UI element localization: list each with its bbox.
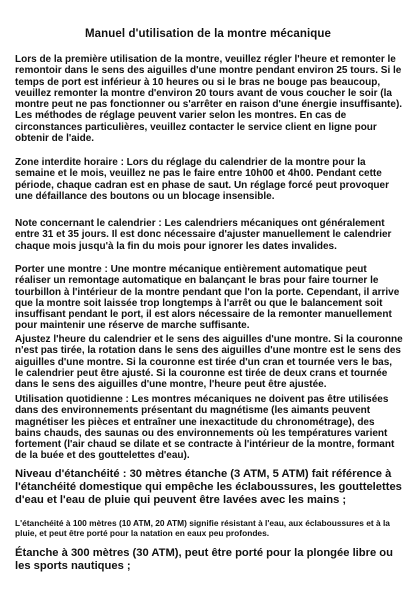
intro-paragraph: Lors de la première utilisation de la montre, veuillez régler l'heure et remonter le remontoir dans le sens des aiguilles d'une montre pendant environ 25 tours. Si le temps de port est inférieur à 10 heures ou si le bras ne bouge pas beaucoup, veuillez remonter la montre d'environ 20 tours avant de vous coucher le soir (la montre peut ne pas fonctionner ou s'arrêter en raison d'une énergie insuffisante). Les méthodes de réglage peuvent varier selon les montres. En cas de circonstances particulières, veuillez contacter le service client en ligne pour obtenir de l'aide.: [15, 54, 403, 145]
calendar-note-paragraph: Note concernant le calendrier : Les calendriers mécaniques ont généralement entre 31 et 35 jours. Il est donc nécessaire d'ajuster manuellement le calendrier chaque mois jusqu'à la fin du mois pour ignorer les dates invalides.: [15, 218, 392, 252]
time-restriction-paragraph: Zone interdite horaire : Lors du réglage du calendrier de la montre pour la semaine et le mois, veuillez ne pas le faire entre 10h00 et 4h00. Pendant cette période, chaque cadran est en phase de saut. Un réglage forcé peut provoquer une défaillance des boutons ou un blocage insensible.: [15, 157, 389, 202]
page-title: Manuel d'utilisation de la montre mécanique: [84, 28, 332, 40]
daily-use-paragraph: Utilisation quotidienne : Les montres mécaniques ne doivent pas être utilisées dans des environnements présentant du magnétisme (les aimants peuvent magnétiser les pièces et entraîner une inexactitude du chronométrage), des bains chauds, des saunas ou des environnements où les températures varient fortement (l'air chaud se dilate et se contracte à l'intérieur de la montre, formant de la buée et des gouttelettes d'eau).: [15, 394, 395, 462]
water-300m-paragraph: Étanche à 300 mètres (30 ATM), peut être porté pour la plongée libre ou les sports nautiques ;: [15, 547, 393, 572]
adjustment-paragraph: Ajustez l'heure du calendrier et le sens des aiguilles d'une montre. Si la couronne n'est pas tirée, la rotation dans le sens des aiguilles d'une montre est le sens des aiguilles d'une montre. Si la couronne est tirée d'un cran et tournée vers le bas, le calendrier peut être ajusté. Si la couronne est tirée de deux crans et tournée dans le sens des aiguilles d'une montre, l'heure peut être ajustée.: [15, 334, 403, 391]
water-resistance-paragraph: Niveau d'étanchéité : 30 mètres étanche (3 ATM, 5 ATM) fait référence à l'étanchéité domestique qui empêche les éclaboussures, les gouttelettes d'eau et l'eau de pluie qui peuvent être lavées avec les mains ;: [15, 468, 402, 506]
wearing-paragraph: Porter une montre : Une montre mécanique entièrement automatique peut réaliser un remontage automatique en balançant le bras pour faire tourner le tourbillon à l'intérieur de la montre pendant que l'on la porte. Cependant, il arrive que la montre soit laissée trop longtemps à l'arrêt ou que le balancement soit insuffisant pendant le port, il est alors nécessaire de la remonter manuellement pour maintenir une réserve de marche suffisante.: [15, 264, 400, 332]
water-100m-paragraph: L'étanchéité à 100 mètres (10 ATM, 20 ATM) signifie résistant à l'eau, aux éclaboussures et à la pluie, et peut être porté pour la natation en eaux peu profondes.: [15, 518, 390, 539]
